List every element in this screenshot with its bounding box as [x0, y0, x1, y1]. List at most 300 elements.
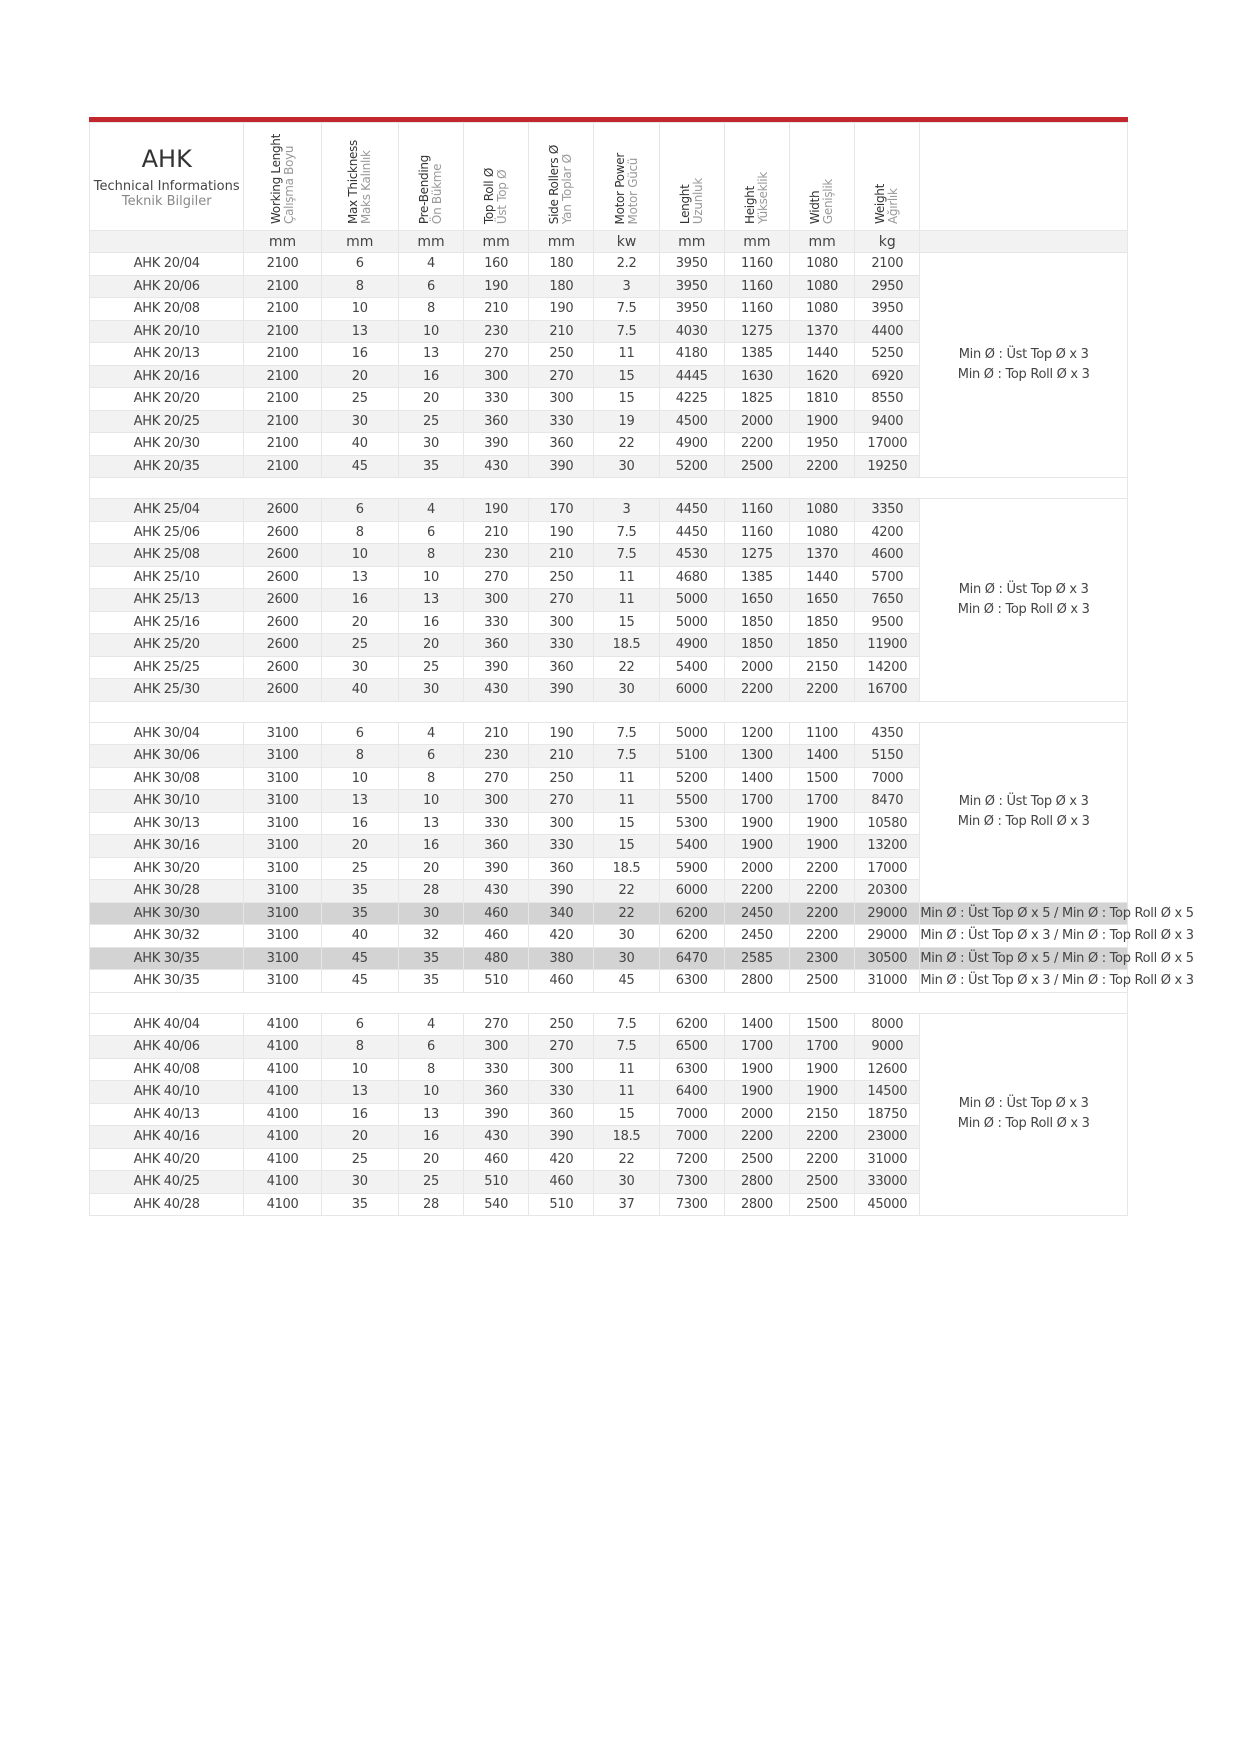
unit-row: [90, 231, 1128, 253]
value-cell: 4100: [244, 1081, 321, 1104]
brand-subtitle-tr: Teknik Bilgiler: [121, 193, 212, 209]
value-cell: 7650: [855, 589, 920, 612]
value-cell: 430: [464, 880, 529, 903]
col-label-tr: Maks Kalınlık: [358, 150, 373, 224]
value-cell: 13: [398, 343, 463, 366]
value-cell: 18750: [855, 1103, 920, 1126]
value-cell: 390: [464, 857, 529, 880]
value-cell: 17000: [855, 433, 920, 456]
value-cell: 230: [464, 745, 529, 768]
value-cell: 15: [594, 1103, 659, 1126]
value-cell: 4100: [244, 1058, 321, 1081]
model-cell: AHK 20/25: [90, 410, 244, 433]
note-line-1: Min Ø : Üst Top Ø x 3: [958, 581, 1089, 597]
value-cell: 210: [529, 320, 594, 343]
value-cell: 3100: [244, 835, 321, 858]
col-header-notes: [920, 123, 1128, 231]
value-cell: 30: [594, 1171, 659, 1194]
value-cell: 360: [529, 433, 594, 456]
value-cell: 8550: [855, 388, 920, 411]
value-cell: 460: [464, 1148, 529, 1171]
value-cell: 5200: [659, 455, 724, 478]
value-cell: 7000: [659, 1126, 724, 1149]
value-cell: 45000: [855, 1193, 920, 1216]
value-cell: 360: [464, 835, 529, 858]
col-header-side-rollers: [529, 123, 594, 231]
value-cell: 16: [398, 611, 463, 634]
col-header-pre-bending: [398, 123, 463, 231]
value-cell: 4900: [659, 634, 724, 657]
value-cell: 40: [321, 679, 398, 702]
value-cell: 8: [398, 544, 463, 567]
value-cell: 25: [321, 1148, 398, 1171]
value-cell: 11: [594, 589, 659, 612]
value-cell: 1900: [724, 1058, 789, 1081]
value-cell: 7.5: [594, 722, 659, 745]
value-cell: 250: [529, 566, 594, 589]
value-cell: 1385: [724, 566, 789, 589]
value-cell: 35: [321, 902, 398, 925]
value-cell: 1700: [790, 790, 855, 813]
model-cell: AHK 20/08: [90, 298, 244, 321]
value-cell: 6: [398, 745, 463, 768]
value-cell: 32: [398, 925, 463, 948]
unit-cell: mm: [529, 231, 594, 253]
value-cell: 2100: [244, 275, 321, 298]
value-cell: 1850: [790, 634, 855, 657]
col-label-tr: Ön Bükme: [429, 163, 444, 224]
value-cell: 14500: [855, 1081, 920, 1104]
value-cell: 20: [398, 634, 463, 657]
value-cell: 20: [398, 1148, 463, 1171]
value-cell: 210: [464, 722, 529, 745]
value-cell: 300: [464, 365, 529, 388]
value-cell: 340: [529, 902, 594, 925]
group-spacer: [90, 701, 1128, 722]
value-cell: 30: [594, 455, 659, 478]
value-cell: 300: [529, 1058, 594, 1081]
value-cell: 7300: [659, 1193, 724, 1216]
model-cell: AHK 30/08: [90, 767, 244, 790]
value-cell: 1900: [790, 812, 855, 835]
value-cell: 1900: [724, 1081, 789, 1104]
value-cell: 25: [321, 388, 398, 411]
model-cell: AHK 40/10: [90, 1081, 244, 1104]
model-cell: AHK 25/08: [90, 544, 244, 567]
value-cell: 15: [594, 611, 659, 634]
table-row: [90, 902, 1128, 925]
value-cell: 2200: [790, 679, 855, 702]
value-cell: 1440: [790, 343, 855, 366]
value-cell: 2600: [244, 521, 321, 544]
model-cell: AHK 40/16: [90, 1126, 244, 1149]
value-cell: 1810: [790, 388, 855, 411]
model-cell: AHK 20/06: [90, 275, 244, 298]
model-cell: AHK 30/28: [90, 880, 244, 903]
model-cell: AHK 30/35: [90, 970, 244, 993]
value-cell: 5700: [855, 566, 920, 589]
value-cell: 9400: [855, 410, 920, 433]
value-cell: 2500: [724, 1148, 789, 1171]
value-cell: 180: [529, 253, 594, 276]
value-cell: 5000: [659, 589, 724, 612]
col-header-length: [659, 123, 724, 231]
value-cell: 3100: [244, 925, 321, 948]
value-cell: 360: [464, 410, 529, 433]
value-cell: 1080: [790, 521, 855, 544]
value-cell: 190: [529, 298, 594, 321]
value-cell: 460: [464, 925, 529, 948]
value-cell: 2200: [724, 880, 789, 903]
model-cell: AHK 25/06: [90, 521, 244, 544]
value-cell: 11: [594, 1081, 659, 1104]
value-cell: 33000: [855, 1171, 920, 1194]
value-cell: 3950: [659, 298, 724, 321]
value-cell: 2600: [244, 499, 321, 522]
value-cell: 22: [594, 656, 659, 679]
value-cell: 13: [398, 1103, 463, 1126]
unit-cell: mm: [790, 231, 855, 253]
value-cell: 2600: [244, 679, 321, 702]
value-cell: 16: [321, 343, 398, 366]
value-cell: 25: [321, 857, 398, 880]
value-cell: 2200: [790, 902, 855, 925]
value-cell: 22: [594, 433, 659, 456]
col-label-en: Pre-Bending: [416, 154, 431, 224]
value-cell: 460: [464, 902, 529, 925]
value-cell: 270: [464, 343, 529, 366]
model-cell: AHK 20/16: [90, 365, 244, 388]
value-cell: 1275: [724, 544, 789, 567]
value-cell: 2.2: [594, 253, 659, 276]
value-cell: 2500: [790, 970, 855, 993]
value-cell: 8: [321, 275, 398, 298]
col-label-en: Lenght: [677, 184, 692, 224]
value-cell: 8: [398, 1058, 463, 1081]
value-cell: 1080: [790, 499, 855, 522]
value-cell: 2600: [244, 589, 321, 612]
model-cell: AHK 30/10: [90, 790, 244, 813]
unit-cell: mm: [464, 231, 529, 253]
model-cell: AHK 40/28: [90, 1193, 244, 1216]
value-cell: 2600: [244, 566, 321, 589]
value-cell: 2100: [244, 455, 321, 478]
value-cell: 30: [594, 947, 659, 970]
value-cell: 510: [529, 1193, 594, 1216]
value-cell: 250: [529, 1013, 594, 1036]
value-cell: 13: [321, 790, 398, 813]
unit-cell: mm: [398, 231, 463, 253]
col-label-tr: Ağırlık: [886, 188, 901, 224]
value-cell: 1900: [790, 410, 855, 433]
value-cell: 300: [529, 388, 594, 411]
model-cell: AHK 20/20: [90, 388, 244, 411]
value-cell: 390: [464, 433, 529, 456]
value-cell: 3100: [244, 722, 321, 745]
value-cell: 480: [464, 947, 529, 970]
value-cell: 1630: [724, 365, 789, 388]
value-cell: 1400: [724, 1013, 789, 1036]
model-cell: AHK 30/30: [90, 902, 244, 925]
brand-subtitle-en: Technical Informations: [93, 178, 240, 194]
value-cell: 18.5: [594, 1126, 659, 1149]
value-cell: 1160: [724, 253, 789, 276]
row-note-cell: Min Ø : Üst Top Ø x 5 / Min Ø : Top Roll Ø x 5: [920, 902, 1128, 925]
col-header-top-roll: [464, 123, 529, 231]
value-cell: 11: [594, 790, 659, 813]
col-label-en: Top Roll Ø: [482, 167, 497, 224]
value-cell: 22: [594, 1148, 659, 1171]
note-line-1: Min Ø : Üst Top Ø x 3: [958, 1096, 1089, 1112]
col-label-en: Height: [742, 186, 757, 224]
value-cell: 1650: [724, 589, 789, 612]
value-cell: 16: [321, 589, 398, 612]
value-cell: 35: [398, 970, 463, 993]
value-cell: 4225: [659, 388, 724, 411]
value-cell: 4100: [244, 1126, 321, 1149]
value-cell: 330: [529, 835, 594, 858]
value-cell: 19: [594, 410, 659, 433]
value-cell: 2600: [244, 544, 321, 567]
table-row: [90, 253, 1128, 276]
model-cell: AHK 20/35: [90, 455, 244, 478]
value-cell: 270: [464, 767, 529, 790]
value-cell: 1850: [790, 611, 855, 634]
value-cell: 210: [529, 544, 594, 567]
value-cell: 2500: [790, 1171, 855, 1194]
col-header-max-thickness: [321, 123, 398, 231]
value-cell: 5000: [659, 722, 724, 745]
value-cell: 3100: [244, 767, 321, 790]
value-cell: 8470: [855, 790, 920, 813]
value-cell: 170: [529, 499, 594, 522]
model-cell: AHK 40/04: [90, 1013, 244, 1036]
value-cell: 3100: [244, 857, 321, 880]
value-cell: 10580: [855, 812, 920, 835]
value-cell: 4400: [855, 320, 920, 343]
value-cell: 4900: [659, 433, 724, 456]
value-cell: 16: [398, 365, 463, 388]
value-cell: 2000: [724, 410, 789, 433]
value-cell: 30: [594, 925, 659, 948]
value-cell: 360: [529, 656, 594, 679]
unit-cell: kg: [855, 231, 920, 253]
model-cell: AHK 30/32: [90, 925, 244, 948]
col-label-tr: Yükseklik: [755, 171, 770, 224]
value-cell: 330: [464, 388, 529, 411]
model-cell: AHK 30/20: [90, 857, 244, 880]
value-cell: 4350: [855, 722, 920, 745]
value-cell: 16: [321, 812, 398, 835]
value-cell: 510: [464, 1171, 529, 1194]
unit-cell: mm: [724, 231, 789, 253]
model-cell: AHK 20/04: [90, 253, 244, 276]
col-label-tr: Genişlik: [821, 178, 836, 224]
value-cell: 3100: [244, 790, 321, 813]
value-cell: 6000: [659, 880, 724, 903]
value-cell: 190: [464, 499, 529, 522]
value-cell: 17000: [855, 857, 920, 880]
value-cell: 15: [594, 365, 659, 388]
value-cell: 2300: [790, 947, 855, 970]
value-cell: 16: [321, 1103, 398, 1126]
value-cell: 7000: [659, 1103, 724, 1126]
value-cell: 15: [594, 388, 659, 411]
value-cell: 1900: [724, 812, 789, 835]
value-cell: 8000: [855, 1013, 920, 1036]
col-label-en: Max Thickness: [345, 139, 360, 224]
value-cell: 3100: [244, 970, 321, 993]
value-cell: 19250: [855, 455, 920, 478]
value-cell: 2950: [855, 275, 920, 298]
header-row: [90, 123, 1128, 231]
value-cell: 330: [529, 410, 594, 433]
value-cell: 2000: [724, 857, 789, 880]
value-cell: 210: [464, 521, 529, 544]
value-cell: 2800: [724, 1171, 789, 1194]
value-cell: 460: [529, 970, 594, 993]
value-cell: 10: [398, 1081, 463, 1104]
value-cell: 2500: [724, 455, 789, 478]
value-cell: 10: [321, 298, 398, 321]
value-cell: 2200: [724, 433, 789, 456]
value-cell: 1850: [724, 634, 789, 657]
value-cell: 5400: [659, 656, 724, 679]
value-cell: 4500: [659, 410, 724, 433]
value-cell: 3100: [244, 902, 321, 925]
value-cell: 16700: [855, 679, 920, 702]
value-cell: 4200: [855, 521, 920, 544]
value-cell: 25: [398, 1171, 463, 1194]
value-cell: 4445: [659, 365, 724, 388]
value-cell: 1080: [790, 253, 855, 276]
value-cell: 37: [594, 1193, 659, 1216]
value-cell: 40: [321, 925, 398, 948]
value-cell: 7.5: [594, 521, 659, 544]
value-cell: 35: [321, 880, 398, 903]
value-cell: 7.5: [594, 544, 659, 567]
value-cell: 1500: [790, 767, 855, 790]
value-cell: 1825: [724, 388, 789, 411]
value-cell: 2100: [244, 365, 321, 388]
value-cell: 3950: [659, 275, 724, 298]
value-cell: 15: [594, 812, 659, 835]
value-cell: 8: [321, 745, 398, 768]
value-cell: 10: [321, 544, 398, 567]
value-cell: 30500: [855, 947, 920, 970]
value-cell: 14200: [855, 656, 920, 679]
value-cell: 2585: [724, 947, 789, 970]
value-cell: 3950: [659, 253, 724, 276]
value-cell: 270: [529, 1036, 594, 1059]
model-cell: AHK 40/13: [90, 1103, 244, 1126]
value-cell: 390: [464, 1103, 529, 1126]
value-cell: 2100: [855, 253, 920, 276]
value-cell: 20: [321, 365, 398, 388]
value-cell: 7000: [855, 767, 920, 790]
note-line-2: Min Ø : Top Roll Ø x 3: [957, 367, 1090, 382]
value-cell: 6: [321, 253, 398, 276]
table-row: [90, 947, 1128, 970]
unit-cell: kw: [594, 231, 659, 253]
value-cell: 4: [398, 1013, 463, 1036]
value-cell: 1370: [790, 544, 855, 567]
value-cell: 1850: [724, 611, 789, 634]
value-cell: 360: [529, 857, 594, 880]
value-cell: 390: [464, 656, 529, 679]
note-cell: [920, 722, 1128, 902]
value-cell: 2000: [724, 1103, 789, 1126]
note-line-2: Min Ø : Top Roll Ø x 3: [957, 601, 1090, 617]
model-cell: AHK 20/13: [90, 343, 244, 366]
value-cell: 1080: [790, 298, 855, 321]
value-cell: 4680: [659, 566, 724, 589]
value-cell: 6200: [659, 925, 724, 948]
value-cell: 10: [398, 566, 463, 589]
technical-table: [89, 122, 1194, 1216]
model-cell: AHK 20/30: [90, 433, 244, 456]
value-cell: 2600: [244, 611, 321, 634]
value-cell: 210: [529, 745, 594, 768]
spec-sheet: [89, 117, 1194, 1216]
value-cell: 190: [464, 275, 529, 298]
value-cell: 5300: [659, 812, 724, 835]
value-cell: 1160: [724, 499, 789, 522]
value-cell: 330: [464, 611, 529, 634]
group-spacer: [90, 992, 1128, 1013]
value-cell: 30: [398, 433, 463, 456]
col-label-tr: Yan Toplar Ø: [560, 154, 575, 224]
model-cell: AHK 30/13: [90, 812, 244, 835]
value-cell: 5000: [659, 611, 724, 634]
value-cell: 300: [529, 812, 594, 835]
value-cell: 4: [398, 253, 463, 276]
value-cell: 5250: [855, 343, 920, 366]
value-cell: 390: [529, 455, 594, 478]
value-cell: 2200: [790, 857, 855, 880]
value-cell: 6: [321, 722, 398, 745]
value-cell: 1400: [790, 745, 855, 768]
model-cell: AHK 25/20: [90, 634, 244, 657]
value-cell: 6: [321, 499, 398, 522]
value-cell: 15: [594, 835, 659, 858]
col-label-tr: Çalışma Boyu: [281, 145, 296, 224]
value-cell: 23000: [855, 1126, 920, 1149]
value-cell: 1900: [790, 1081, 855, 1104]
value-cell: 360: [464, 1081, 529, 1104]
value-cell: 29000: [855, 925, 920, 948]
value-cell: 2100: [244, 253, 321, 276]
value-cell: 2200: [724, 679, 789, 702]
note-line-2: Min Ø : Top Roll Ø x 3: [957, 1116, 1090, 1132]
model-cell: AHK 30/16: [90, 835, 244, 858]
value-cell: 4100: [244, 1103, 321, 1126]
value-cell: 30: [398, 679, 463, 702]
value-cell: 25: [398, 656, 463, 679]
value-cell: 18.5: [594, 857, 659, 880]
value-cell: 1400: [724, 767, 789, 790]
value-cell: 31000: [855, 970, 920, 993]
value-cell: 3950: [855, 298, 920, 321]
value-cell: 6300: [659, 970, 724, 993]
brand-title: AHK: [141, 144, 192, 173]
value-cell: 7200: [659, 1148, 724, 1171]
value-cell: 1440: [790, 566, 855, 589]
value-cell: 1950: [790, 433, 855, 456]
value-cell: 1160: [724, 521, 789, 544]
value-cell: 4100: [244, 1013, 321, 1036]
spacer-cell: [90, 478, 1128, 499]
